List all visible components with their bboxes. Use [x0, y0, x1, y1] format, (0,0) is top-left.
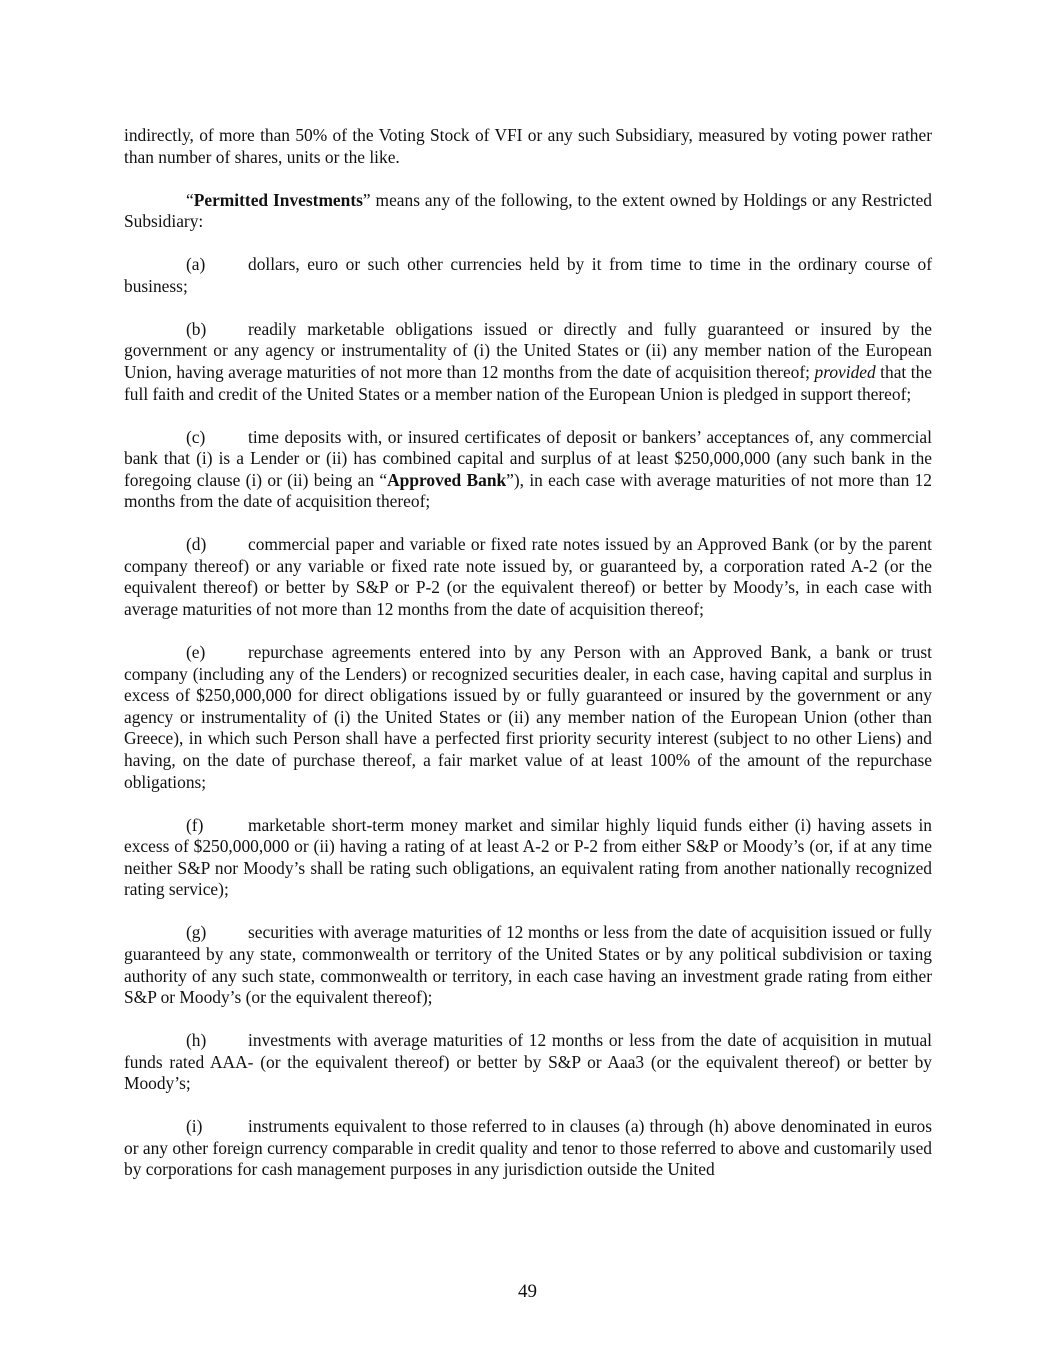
clause-text: investments with average maturities of 12 months or less from the date of acquisition in mutual funds rated AAA- (or the equivalent thereof) or better by S&P or Aaa3 (or the equivalent thereof) or better by Moody’s; [124, 1030, 932, 1094]
clause-italic-term: provided [814, 361, 876, 382]
clause-text: instruments equivalent to those referred to in clauses (a) through (h) above denominated in euros or any other foreign currency comparable in credit quality and tenor to those referred to above and customarily used by corporations for cash management purposes in any jurisdiction outside the United [124, 1116, 932, 1180]
page-number: 49 [518, 1281, 537, 1302]
clause-b [124, 319, 932, 405]
clause-label: (e) [186, 642, 206, 663]
clause-a [124, 254, 932, 297]
defined-term: Permitted Investments [193, 189, 363, 210]
clause-label: (g) [186, 922, 207, 943]
clause-c [124, 427, 932, 513]
clause-i [124, 1116, 932, 1181]
clause-text: marketable short-term money market and similar highly liquid funds either (i) having assets in excess of $250,000,000 or (ii) having a rating of at least A-2 or P-2 from either S&P or Moody’s (or, if at any time neither S&P nor Moody’s shall be rating such obligations, an equivalent rating from another nationally recognized rating service); [124, 814, 932, 900]
clause-e [124, 642, 932, 793]
definition-paragraph [124, 190, 932, 233]
intro-paragraph [124, 125, 932, 168]
intro-text: indirectly, of more than 50% of the Voting Stock of VFI or any such Subsidiary, measured by voting power rather than number of shares, units or the like. [124, 125, 932, 167]
clause-label: (b) [186, 318, 207, 339]
definition-open-quote: “ [186, 189, 194, 210]
document-body [124, 125, 932, 1202]
clause-text: securities with average maturities of 12 months or less from the date of acquisition issued or fully guaranteed by any state, commonwealth or territory of the United States or by any political subdivision or taxing authority of any such state, commonwealth or territory, in each case having an investment grade rating from either S&P or Moody’s (or the equivalent thereof); [124, 922, 932, 1008]
clause-label: (f) [186, 814, 204, 835]
clause-text: readily marketable obligations issued or directly and fully guaranteed or insured by the government or any agency or instrumentality of (i) the United States or (ii) any member nation of the European Union, having average maturities of not more than 12 months from the date of acquisition thereof; [124, 318, 932, 382]
clause-label: (d) [186, 534, 207, 555]
clause-label: (c) [186, 426, 206, 447]
clause-f [124, 815, 932, 901]
clause-label: (h) [186, 1030, 207, 1051]
clause-g [124, 922, 932, 1008]
clause-text: dollars, euro or such other currencies held by it from time to time in the ordinary course of business; [124, 254, 932, 296]
clause-text: repurchase agreements entered into by any Person with an Approved Bank, a bank or trust company (including any of the Lenders) or recognized securities dealer, in each case, having capital and surplus in excess of $250,000,000 for direct obligations issued by or fully guaranteed or insured by the government or any agency or instrumentality of (i) the United States or (ii) any member nation of the European Union (other than Greece), in which such Person shall have a perfected first priority security interest (subject to no other Liens) and having, on the date of purchase thereof, a fair market value of at least 100% of the amount of the repurchase obligations; [124, 642, 932, 792]
clause-text: commercial paper and variable or fixed rate notes issued by an Approved Bank (or by the parent company thereof) or any variable or fixed rate note issued by, or guaranteed by, a corporation rated A-2 (or the equivalent thereof) or better by S&P or P-2 (or the equivalent thereof) or better by Moody’s, in each case with average maturities of not more than 12 months from the date of acquisition thereof; [124, 534, 932, 620]
clause-text-continued: ”), in each case with average maturities of not more than 12 months from the date of acquisition thereof; [124, 469, 932, 512]
clause-h [124, 1030, 932, 1095]
clause-defined-term: Approved Bank [387, 469, 507, 490]
clause-text: time deposits with, or insured certificates of deposit or bankers’ acceptances of, any commercial bank that (i) is a Lender or (ii) has combined capital and surplus of at least $250,000,000 (any such bank in the foregoing clause (i) or (ii) being an “ [124, 426, 932, 490]
clause-d [124, 534, 932, 620]
clause-text-continued: that the full faith and credit of the United States or a member nation of the European Union is pledged in support thereof; [124, 361, 932, 404]
definition-rest: ” means any of the following, to the extent owned by Holdings or any Restricted Subsidiary: [124, 189, 932, 232]
clause-label: (i) [186, 1116, 203, 1137]
clause-label: (a) [186, 254, 206, 275]
